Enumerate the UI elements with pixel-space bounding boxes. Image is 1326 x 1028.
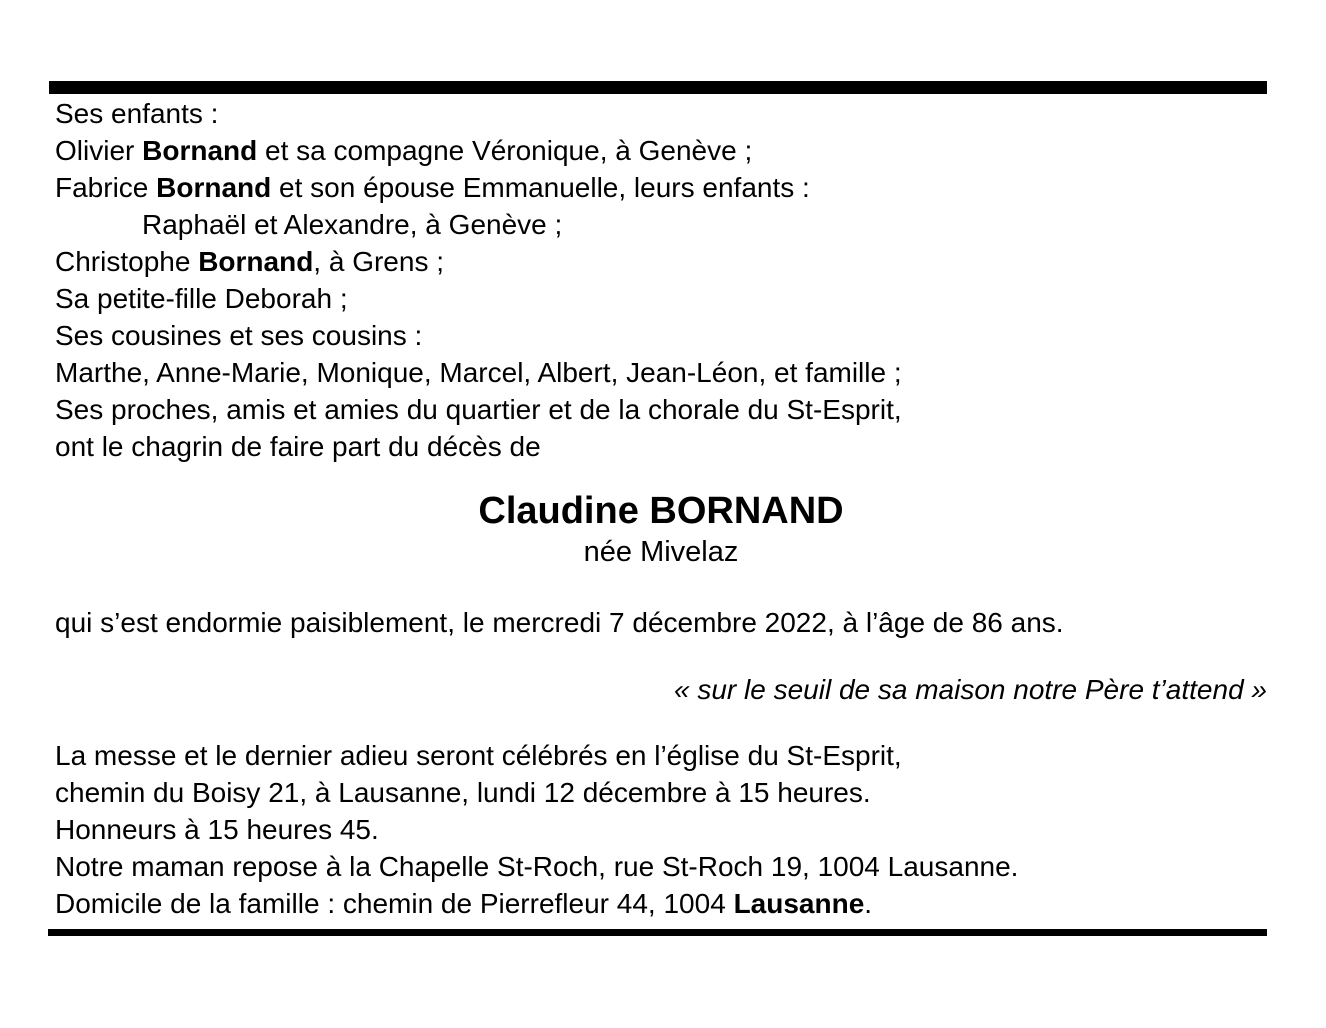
family-line-suffix: et sa compagne Véronique, à Genève ; [257, 135, 753, 166]
notice-content [55, 95, 1267, 922]
family-line [55, 391, 1267, 428]
top-rule [49, 81, 1267, 94]
family-line-prefix: Christophe [55, 246, 199, 277]
ceremony-block [55, 737, 1267, 922]
bottom-rule [48, 929, 1267, 936]
family-line-text: Marthe, Anne-Marie, Monique, Marcel, Albert, Jean-Léon, et famille ; [55, 357, 902, 388]
ceremony-line-suffix: . [864, 888, 873, 919]
family-line [55, 354, 1267, 391]
family-line [55, 428, 1267, 465]
family-line [55, 132, 1267, 169]
ceremony-line-prefix: Domicile de la famille : chemin de Pierrefleur 44, 1004 [55, 888, 734, 919]
ceremony-line-text: Notre maman repose à la Chapelle St-Roch, rue St-Roch 19, 1004 Lausanne. [55, 851, 1019, 882]
ceremony-line-text: chemin du Boisy 21, à Lausanne, lundi 12 décembre à 15 heures. [55, 777, 871, 808]
ceremony-city-bold: Lausanne [733, 888, 865, 919]
memorial-quote: « sur le seuil de sa maison notre Père t’attend » [673, 674, 1267, 705]
family-line-text: Ses cousines et ses cousins : [55, 320, 423, 351]
family-name-bold: Bornand [198, 246, 314, 277]
family-name-bold: Bornand [142, 135, 258, 166]
family-line [55, 280, 1267, 317]
ceremony-line [55, 737, 1267, 774]
ceremony-line [55, 774, 1267, 811]
family-line-text: Raphaël et Alexandre, à Genève ; [142, 209, 563, 240]
family-line-suffix: , à Grens ; [313, 246, 445, 277]
family-line-text: Ses proches, amis et amies du quartier et de la chorale du St-Esprit, [55, 394, 902, 425]
ceremony-line-text: Honneurs à 15 heures 45. [55, 814, 379, 845]
family-line [55, 95, 1267, 132]
ceremony-line [55, 848, 1267, 885]
family-line [55, 169, 1267, 206]
deceased-name: Claudine BORNAND [478, 490, 844, 532]
family-line-prefix: Olivier [55, 135, 143, 166]
family-line-text: Sa petite-fille Deborah ; [55, 283, 348, 314]
family-name-bold: Bornand [156, 172, 272, 203]
family-line-indented [55, 206, 1267, 243]
ceremony-line [55, 811, 1267, 848]
family-line [55, 243, 1267, 280]
family-line-text: Ses enfants : [55, 98, 219, 129]
family-block [55, 95, 1267, 465]
death-announcement-line: qui s’est endormie paisiblement, le mercredi 7 décembre 2022, à l’âge de 86 ans. [55, 607, 1064, 638]
ceremony-line [55, 885, 1267, 922]
deceased-maiden-name: née Mivelaz [583, 536, 739, 568]
family-line-prefix: Fabrice [55, 172, 157, 203]
family-line-text: ont le chagrin de faire part du décès de [55, 431, 541, 462]
family-line-suffix: et son épouse Emmanuelle, leurs enfants : [271, 172, 810, 203]
ceremony-line-text: La messe et le dernier adieu seront célébrés en l’église du St-Esprit, [55, 740, 902, 771]
family-line [55, 317, 1267, 354]
